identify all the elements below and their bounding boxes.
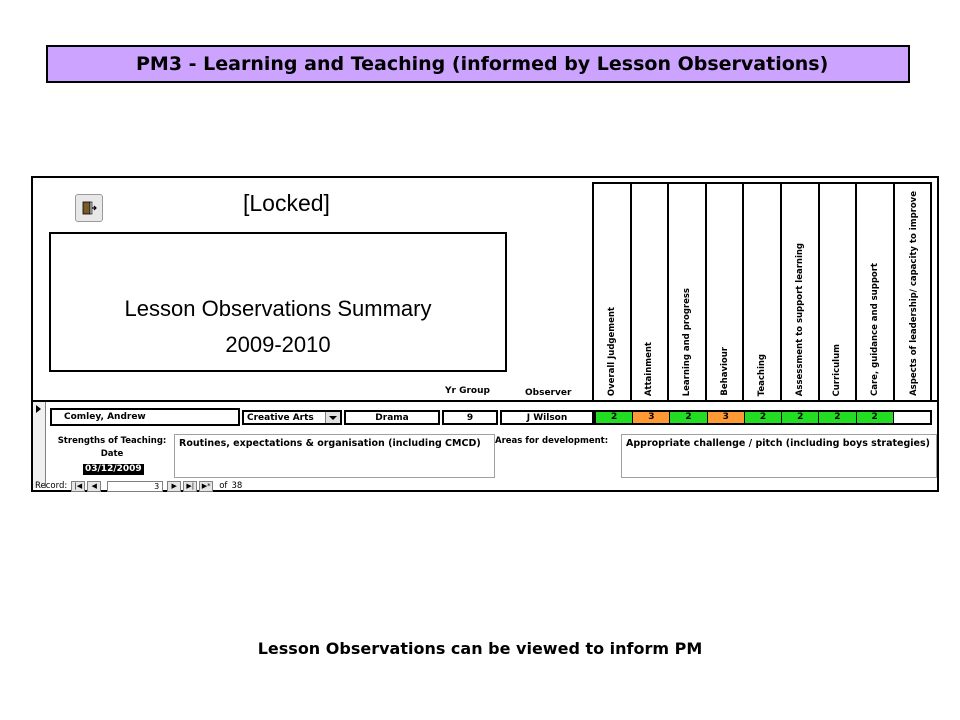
header-learning-progress: Learning and progress — [669, 184, 707, 400]
observer-header: Observer — [525, 388, 572, 398]
header-divider — [33, 400, 937, 402]
grade-cell[interactable]: 3 — [708, 412, 745, 423]
department-combo[interactable] — [242, 410, 342, 425]
subject-field[interactable]: Drama — [344, 410, 440, 425]
strengths-label: Strengths of Teaching: — [57, 436, 167, 446]
yr-group-header: Yr Group — [445, 386, 490, 396]
date-label: Date — [100, 449, 124, 459]
exit-door-icon — [81, 200, 97, 216]
summary-title: Lesson Observations Summary — [124, 296, 432, 321]
last-record-button[interactable]: ▶| — [183, 481, 197, 492]
banner-title: PM3 - Learning and Teaching (informed by Lesson Observations) — [136, 53, 829, 75]
page-banner — [46, 45, 910, 83]
observer-field[interactable]: J Wilson — [500, 410, 594, 425]
judgement-grades — [594, 410, 932, 425]
header-care-guidance: Care, guidance and support — [857, 184, 895, 400]
areas-text[interactable]: Appropriate challenge / pitch (including boys strategies) — [621, 434, 937, 478]
record-navigator — [35, 480, 242, 492]
header-overall-judgement: Overall Judgement — [594, 184, 632, 400]
current-record-arrow-icon — [36, 405, 41, 413]
grade-cell[interactable]: 2 — [745, 412, 782, 423]
lesson-observation-form — [31, 176, 939, 492]
first-record-button[interactable]: |◀ — [71, 481, 85, 492]
record-selector[interactable] — [33, 402, 46, 488]
date-field[interactable]: 03/12/2009 — [85, 464, 142, 474]
current-record-input[interactable]: 3 — [107, 481, 163, 492]
slide-caption: Lesson Observations can be viewed to inform PM — [257, 639, 703, 658]
grade-cell[interactable]: 2 — [670, 412, 707, 423]
areas-label: Areas for development: — [495, 436, 609, 446]
grade-cell[interactable] — [894, 412, 930, 423]
close-form-button[interactable] — [75, 194, 103, 222]
grade-cell[interactable]: 3 — [633, 412, 670, 423]
summary-year: 2009-2010 — [225, 332, 331, 357]
of-label: of — [219, 481, 228, 491]
grade-cell[interactable]: 2 — [782, 412, 819, 423]
judgement-headers — [592, 182, 932, 400]
header-leadership: Aspects of leadership/ capacity to improve — [908, 191, 919, 396]
summary-title-box — [49, 232, 507, 372]
locked-label: [Locked] — [243, 190, 330, 216]
department-value: Creative Arts — [247, 413, 314, 423]
header-attainment: Attainment — [632, 184, 670, 400]
new-record-button[interactable]: ▶* — [199, 481, 213, 492]
dropdown-arrow-icon[interactable] — [325, 412, 340, 423]
record-total: 38 — [231, 481, 243, 491]
yr-group-field[interactable]: 9 — [442, 410, 498, 425]
strengths-text[interactable]: Routines, expectations & organisation (including CMCD) — [174, 434, 495, 478]
header-assessment: Assessment to support learning — [782, 184, 820, 400]
next-record-button[interactable]: ▶ — [167, 481, 181, 492]
grade-cell[interactable]: 2 — [857, 412, 894, 423]
header-teaching: Teaching — [744, 184, 782, 400]
header-curriculum: Curriculum — [820, 184, 858, 400]
grade-cell[interactable]: 2 — [819, 412, 856, 423]
grade-cell[interactable]: 2 — [596, 412, 633, 423]
prev-record-button[interactable]: ◀ — [87, 481, 101, 492]
header-behaviour: Behaviour — [707, 184, 745, 400]
teacher-name-field[interactable]: Comley, Andrew — [50, 408, 240, 426]
record-label: Record: — [35, 481, 68, 491]
